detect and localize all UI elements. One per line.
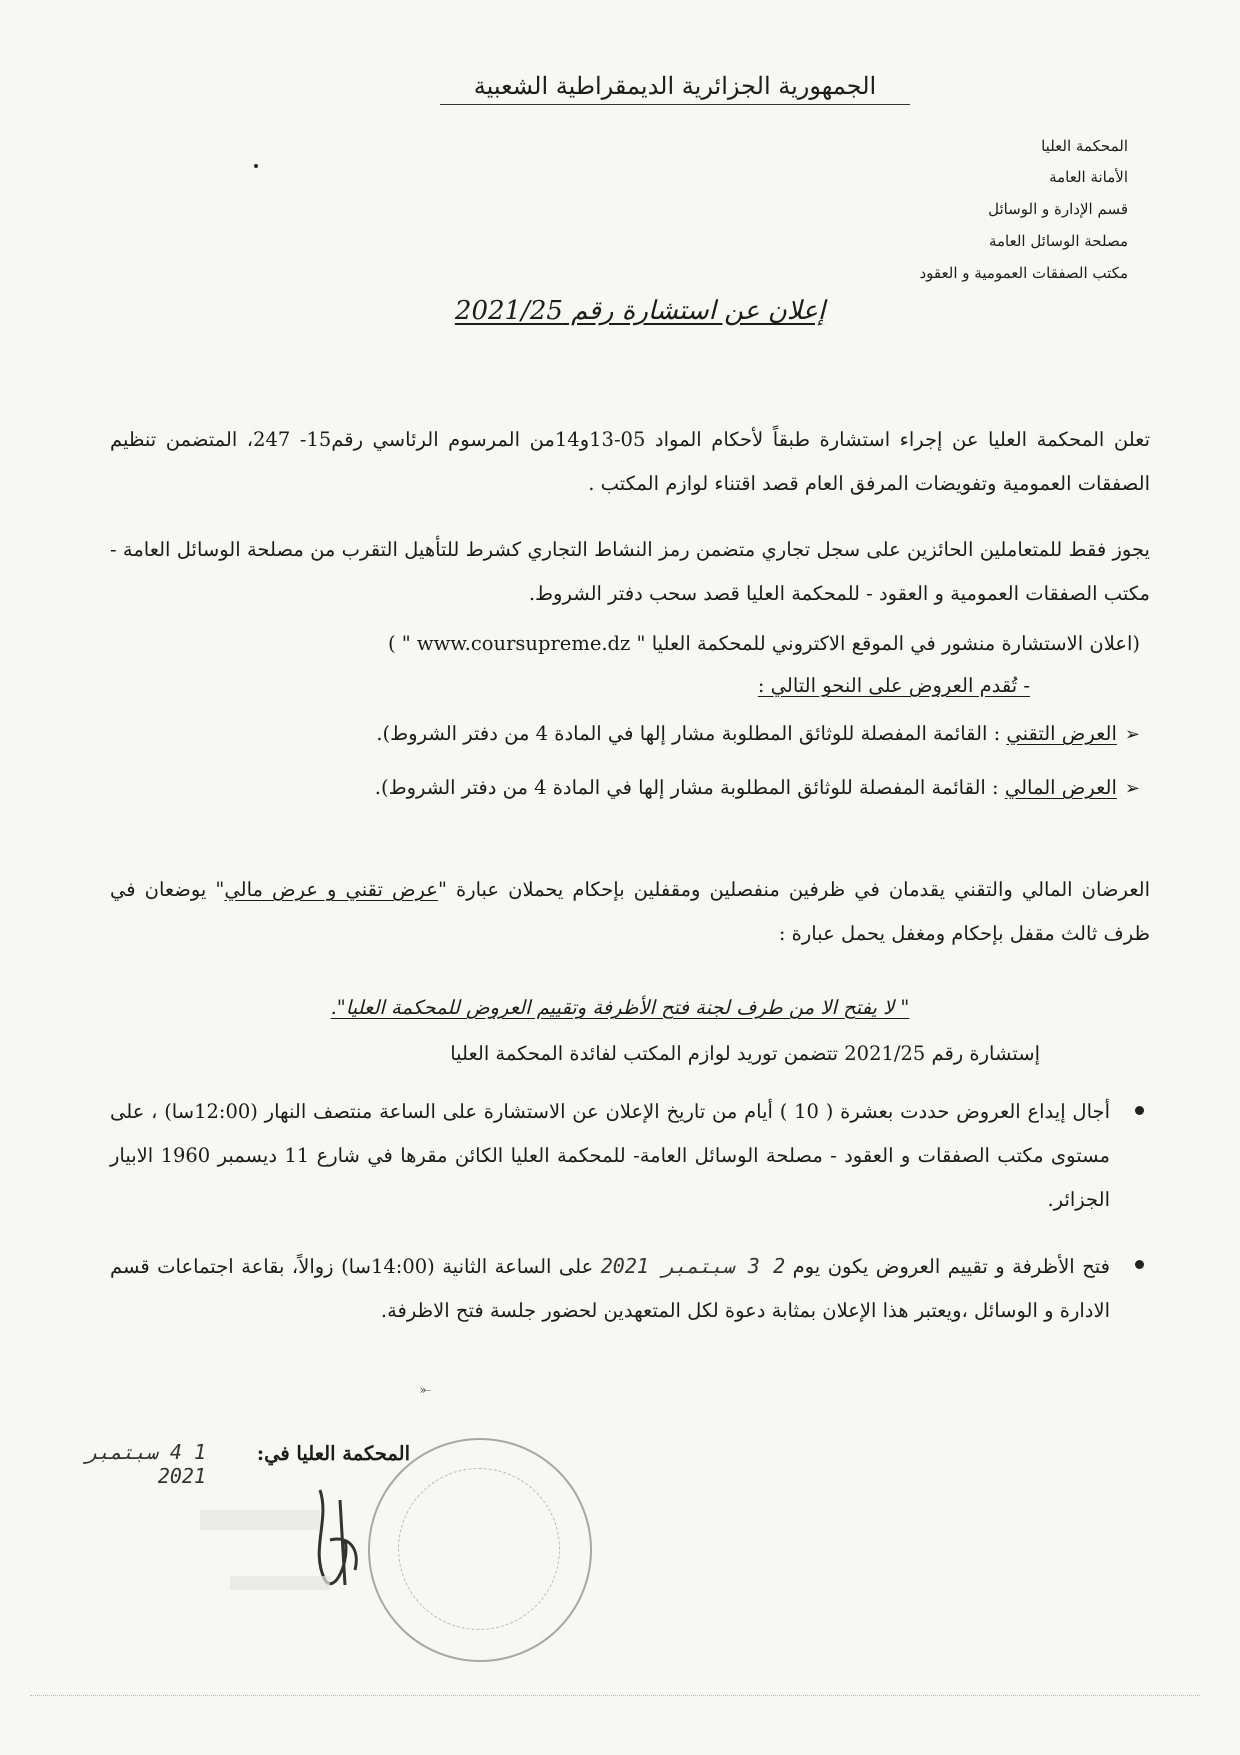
stray-dot [254,164,258,168]
technical-offer-label: العرض التقني [1006,722,1117,745]
offers-intro [300,664,1030,708]
footer-place-label: المحكمة العليا في: [256,1442,410,1465]
technical-offer-text: : القائمة المفصلة للوثائق المطلوبة مشار إلها في المادة 4 من دفتر الشروط). [376,722,1001,745]
faded-stamp-icon [200,1510,320,1530]
financial-offer-text: : القائمة المفصلة للوثائق المطلوبة مشار إلها في المادة 4 من دفتر الشروط). [374,776,999,799]
financial-offer-line [130,766,1140,811]
department-line-3: قسم الإدارة و الوسائل [988,200,1128,218]
envelope-quote-text: " لا يفتح الا من طرف لجنة فتح الأظرفة وتقييم العروض للمحكمة العليا". [330,996,910,1019]
deadline-bullet-text: أجال إيداع العروض حددت بعشرة ( 10 ) أيام من تاريخ الإعلان عن الاستشارة على الساعة منتصف النهار (12:00سا) ، على مستوى مكتب الصفقات و العقود - مصلحة الوسائل العامة- للمحكمة العليا الكائن مقرها في شارع 11 ديسمبر 1960 الابيار الجزائر. [110,1100,1110,1211]
bullet-dot-icon [1135,1106,1144,1115]
seal-inner-ring-icon [398,1468,560,1630]
arrow-bullet-icon: ➢ [1124,778,1140,799]
footer-date-stamp: 1 4 سبتمبر 2021 [85,1440,206,1488]
deadline-bullet [110,1090,1110,1222]
website-notice: (اعلان الاستشارة منشور في الموقع الاكتروني للمحكمة العليا " www.coursupreme.dz " ) [387,632,1140,655]
bullet-dot-icon [1135,1260,1144,1269]
envelope-paragraph [110,868,1150,956]
arrow-bullet-icon: ➢ [1124,724,1140,745]
opening-bullet-text-b: على الساعة الثانية (14:00سا) زوالاً، بقاعة اجتماعات قسم الادارة و الوسائل ،ويعتبر هذا الإعلان بمثابة دعوة لكل المتعهدين لحضور جلسة فتح الاظرفة. [110,1255,1110,1322]
intro-paragraph: تعلن المحكمة العليا عن إجراء استشارة طبقاً لأحكام المواد 05-13و14من المرسوم الرئاسي رقم15- 247، المتضمن تنظيم الصفقات العمومية وتفويضات المرفق العام قصد اقتناء لوازم المكتب . [110,428,1151,495]
opening-date-stamp: 2 3 سبتمبر 2021 [600,1254,786,1278]
stray-mark-icon: ⤜ [420,1382,432,1398]
envelope-quote [250,986,990,1030]
country-title: الجمهورية الجزائرية الديمقراطية الشعبية [440,72,910,105]
announcement-title: إعلان عن استشارة رقم 2021/25 [454,296,826,326]
technical-offer-line [130,712,1140,757]
opening-bullet [110,1244,1110,1333]
department-line-1: المحكمة العليا [1041,137,1128,155]
department-line-2: الأمانة العامة [1049,168,1128,186]
faded-stamp-line-icon [230,1576,330,1590]
department-line-4: مصلحة الوسائل العامة [988,232,1128,250]
opening-bullet-text-a: فتح الأظرفة و تقييم العروض يكون يوم [792,1255,1110,1278]
consultation-line: إستشارة رقم 2021/25 تتضمن توريد لوازم المكتب لفائدة المحكمة العليا [450,1042,1040,1065]
envelope-text-b: " يوضعان في ظرف ثالث مقفل بإحكام ومغفل يحمل عبارة : [110,878,1150,945]
footer-divider [30,1695,1200,1697]
eligibility-paragraph: يجوز فقط للمتعاملين الحائزين على سجل تجاري متضمن رمز النشاط التجاري كشرط للتأهيل التقرب من مصلحة الوسائل العامة - مكتب الصفقات العمومية و العقود - للمحكمة العليا قصد سحب دفتر الشروط. [110,538,1150,605]
envelope-text-a: العرضان المالي والتقني يقدمان في ظرفين منفصلين ومقفلين بإحكام يحملان عبارة " [437,878,1150,901]
envelope-underlined: عرض تقني و عرض مالي [224,878,438,901]
offers-intro-text: - تُقدم العروض على النحو التالي : [757,674,1030,697]
financial-offer-label: العرض المالي [1004,776,1117,799]
official-seal-icon [368,1438,592,1662]
department-line-5: مكتب الصفقات العمومية و العقود [919,264,1128,282]
